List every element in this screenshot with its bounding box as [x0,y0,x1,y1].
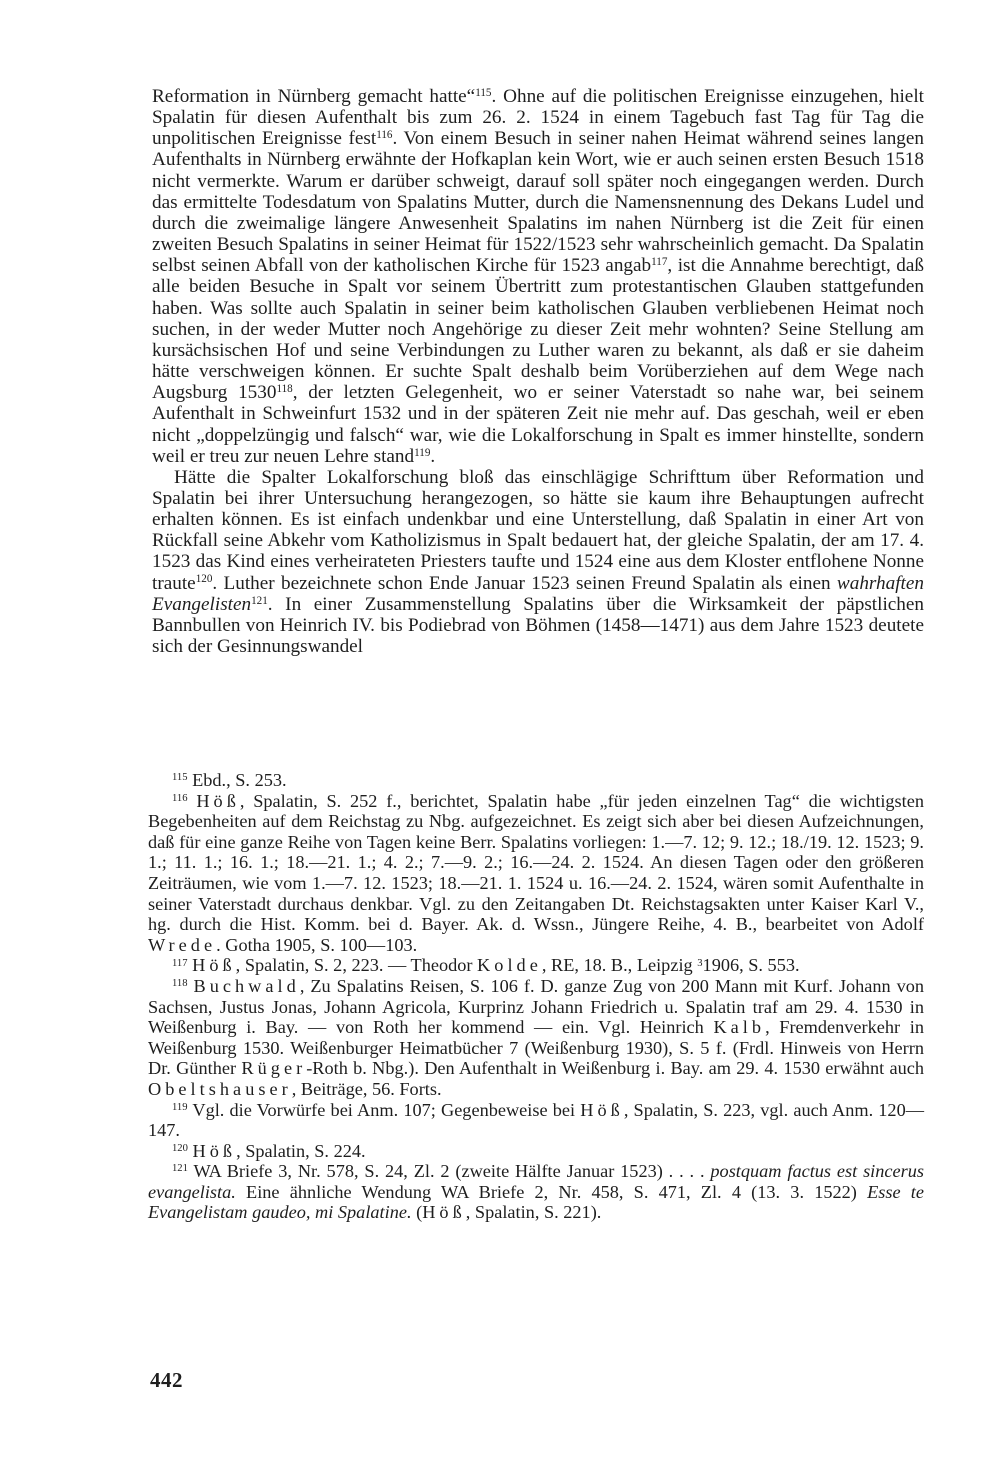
footnote-text: . Gotha 1905, S. 100—103. [216,934,418,955]
footnote-ref-119[interactable]: 119 [414,446,431,459]
text-run: . Ohne auf die politischen Ereignisse einzugehen, hielt Spalatin für diesen Aufenthalt bis zum 26. 2. 1524 in einem Tagebuch fast Tag für Tag die unpolitischen Ereignisse fest [152,86,924,150]
text-run: , der letzten Gelegenheit, wo er seiner Vaterstadt so nahe war, bei seinem Aufenthalt in Schweinfurt 1532 und in der späteren Zeit nie mehr auf. Das geschah, weil er eben nicht „doppelzüngig und falsch“ war, wie die Lokalforschung in Spalt es immer hinstellte, sondern weil er treu zur neuen Lehre stand [152,382,924,467]
footnote-text: Eine ähnliche Wendung WA Briefe 2, Nr. 458, S. 471, Zl. 4 (13. 3. 1522) [235,1181,868,1202]
author-name: Kolde [477,955,542,976]
author-name: Höß [580,1099,624,1120]
author-name: Höß [422,1202,466,1223]
text-run: , ist die Annahme berechtigt, daß alle beiden Besuche in Spalt vor seinem Übertritt zum protestantischen Glauben stattgefunden haben. Was sollte auch Spalatin in seiner beim katholischen Glauben verbliebenen Heimat noch suchen, in der weder Mutter noch Angehörige zu dieser Zeit mehr wohnten? Seine Stellung am kursächsischen Hof und seine Verbindungen zu Luther waren zu bekannt, als daß er sie daheim hätte verschweigen können. Er suchte Spalt deshalb beim Vorüberziehen auf dem Wege nach Augsburg 1530 [152,255,924,404]
footnote-ref-117[interactable]: 117 [651,256,668,269]
footnote-ref-116[interactable]: 116 [376,129,393,142]
text-run: . In einer Zusammenstellung Spalatins über die Wirksamkeit der päpstlichen Bannbullen von Heinrich IV. bis Podiebrad von Böhmen (1458—1471) aus dem Jahre 1523 deutete sich der Gesinnungswandel [152,593,924,658]
footnote-115 [148,770,924,791]
author-name: Obeltshauser [148,1078,292,1099]
paragraph-2 [152,467,924,657]
footnote-120 [148,1141,924,1162]
italic-phrase: wahrhaften Evangelisten [152,572,924,615]
text-run: . [430,445,436,467]
footnotes [148,770,924,1223]
footnote-number: 119 [172,1101,188,1113]
footnote-text: , Spalatin, S. 224. [236,1140,366,1161]
footnote-number: 117 [172,957,188,969]
footnote-ref-120[interactable]: 120 [195,573,213,586]
footnote-117 [148,955,924,976]
author-name: Höß [192,955,236,976]
text-run: Reformation in Nürnberg gemacht hatte“ [152,86,476,107]
footnote-text: ( [411,1202,423,1223]
footnote-number: 118 [172,978,188,990]
page-number: 442 [150,1368,183,1392]
footnote-text: , Beiträge, 56. Forts. [291,1078,442,1099]
footnote-text: Vgl. die Vorwürfe bei Anm. 107; Gegenbeweise bei [187,1099,581,1120]
footnote-number: 120 [172,1142,188,1154]
text-run: . Von einem Besuch in seiner nahen Heimat während seines langen Aufenthalts in Nürnberg erwähnte der Hofkaplan kein Wort, wie er auch seinen ersten Besuch 1518 nicht vermerkte. Warum er darüber schweigt, darauf soll später noch eingegangen werden. Durch das ermittelte Todesdatum von Spalatins Mutter, durch die Namensnennung des Dekans Ludel und durch die zweimalige längere Anwesenheit Spalatins im nahen Nürnberg ist die Zeit für einen zweiten Besuch Spalatins in seiner Heimat für 1522/1523 sehr wahrscheinlich gemacht. Da Spalatin selbst seinen Abfall von der katholischen Kirche für 1523 angab [152,128,924,277]
author-name: Höß [192,1140,237,1161]
footnote-116 [148,791,924,956]
text-run: . Luther bezeichnete schon Ende Januar 1523 seinen Freund Spalatin als einen [212,572,837,594]
author-name: Rüger [241,1058,307,1079]
author-name: Buchwald [193,975,300,996]
author-name: Wrede [148,934,217,955]
footnote-ref-115[interactable]: 115 [475,86,492,99]
latin-quote: Esse te Evangelistam gaudeo, mi Spalatine. [148,1181,924,1223]
latin-quote: postquam factus est sincerus evangelista. [148,1161,924,1202]
footnote-text: Ebd., S. 253. [187,770,287,790]
footnote-ref-121[interactable]: 121 [251,594,268,607]
footnote-text: , Fremdenverkehr in Weißenburg 1530. Weißenburger Heimatbücher 7 (Weißenburg 1930), S. 5 f. (Frdl. Hinweis von Herrn Dr. Günther [148,1017,924,1079]
author-name: Kalb [713,1017,766,1038]
footnote-number: 116 [172,792,188,804]
author-name: Höß [196,790,240,811]
footnote-text: WA Briefe 3, Nr. 578, S. 24, Zl. 2 (zweite Hälfte Januar 1523) . . . . [187,1161,711,1182]
footnote-text: , Zu Spalatins Reisen, S. 106 f. D. ganze Zug von 200 Mann mit Kurf. Johann von Sachsen, Justus Jonas, Johann Agricola, Kurprinz Johann Friedrich u. Spalatin traf am 29. 4. 1530 in Weißenburg i. Bay. — von Roth her kommend — ein. Vgl. Heinrich [148,975,924,1038]
footnote-text: , Spalatin, S. 252 f., berichtet, Spalatin habe „für jeden einzelnen Tag“ die wichtigsten Begebenheiten auf dem Reichstag zu Nbg. aufgezeichnet. Es zeigt sich aber bei diesen Aufzeichnungen, daß für eine ganze Reihe von Tagen keine Berr. Spalatins vorliegen: 1.—7. 12; 9. 12.; 18./19. 12. 1523; 9. 1.; 11. 1.; 16. 1.; 18.—21. 1.; 4. 2.; 7.—9. 2.; 16.—24. 2. 1524. An diesen Tagen oder den größeren Zeiträumen, wie vom 1.—7. 12. 1523; 18.—21. 1. 1524 u. 16.—24. 2. 1524, wären somit Aufenthalte in seiner Vaterstadt durchaus denkbar. Vgl. zu den Zeitangaben Dt. Reichstagsakten unter Kaiser Karl V., hg. durch die Hist. Komm. bei d. Bayer. Ak. d. Wssn., Jüngere Reihe, 4. B., bearbeitet von Adolf [148,790,924,935]
footnote-ref-118[interactable]: 118 [276,383,293,396]
footnote-text: , Spalatin, S. 221). [465,1202,602,1223]
footnote-text: 1906, S. 553. [702,955,800,976]
footnote-text: , Spalatin, S. 223, vgl. auch Anm. 120—147. [148,1099,924,1141]
footnote-number: 115 [172,772,188,784]
paragraph-1 [152,86,924,467]
footnote-text: , Spalatin, S. 2, 223. — Theodor [235,955,478,976]
footnote-119 [148,1100,924,1141]
edition-number: 3 [697,957,703,969]
footnote-121 [148,1161,924,1223]
footnote-number: 121 [172,1163,188,1175]
footnote-118 [148,976,924,1100]
footnote-text: , RE, 18. B., Leipzig [541,955,698,976]
footnote-text: -Roth b. Nbg.). Den Aufenthalt in Weißenburg i. Bay. am 29. 4. 1530 erwähnt auch [306,1058,925,1079]
main-text [152,86,924,657]
text-run: Hätte die Spalter Lokalforschung bloß das einschlägige Schrifttum über Reformation und Spalatin bei ihrer Untersuchung herangezogen, so hätte sie kaum ihre Behauptungen aufrecht erhalten können. Es ist einfach undenkbar und eine Unterstellung, daß Spalatin in einer Art von Rückfall seine Abkehr vom Katholizismus in Spalt bedauert hat, der gleiche Spalatin, der am 17. 4. 1523 das Kind eines verheirateten Priesters taufte und 1524 eine aus dem Kloster entflohene Nonne traute [152,466,924,594]
